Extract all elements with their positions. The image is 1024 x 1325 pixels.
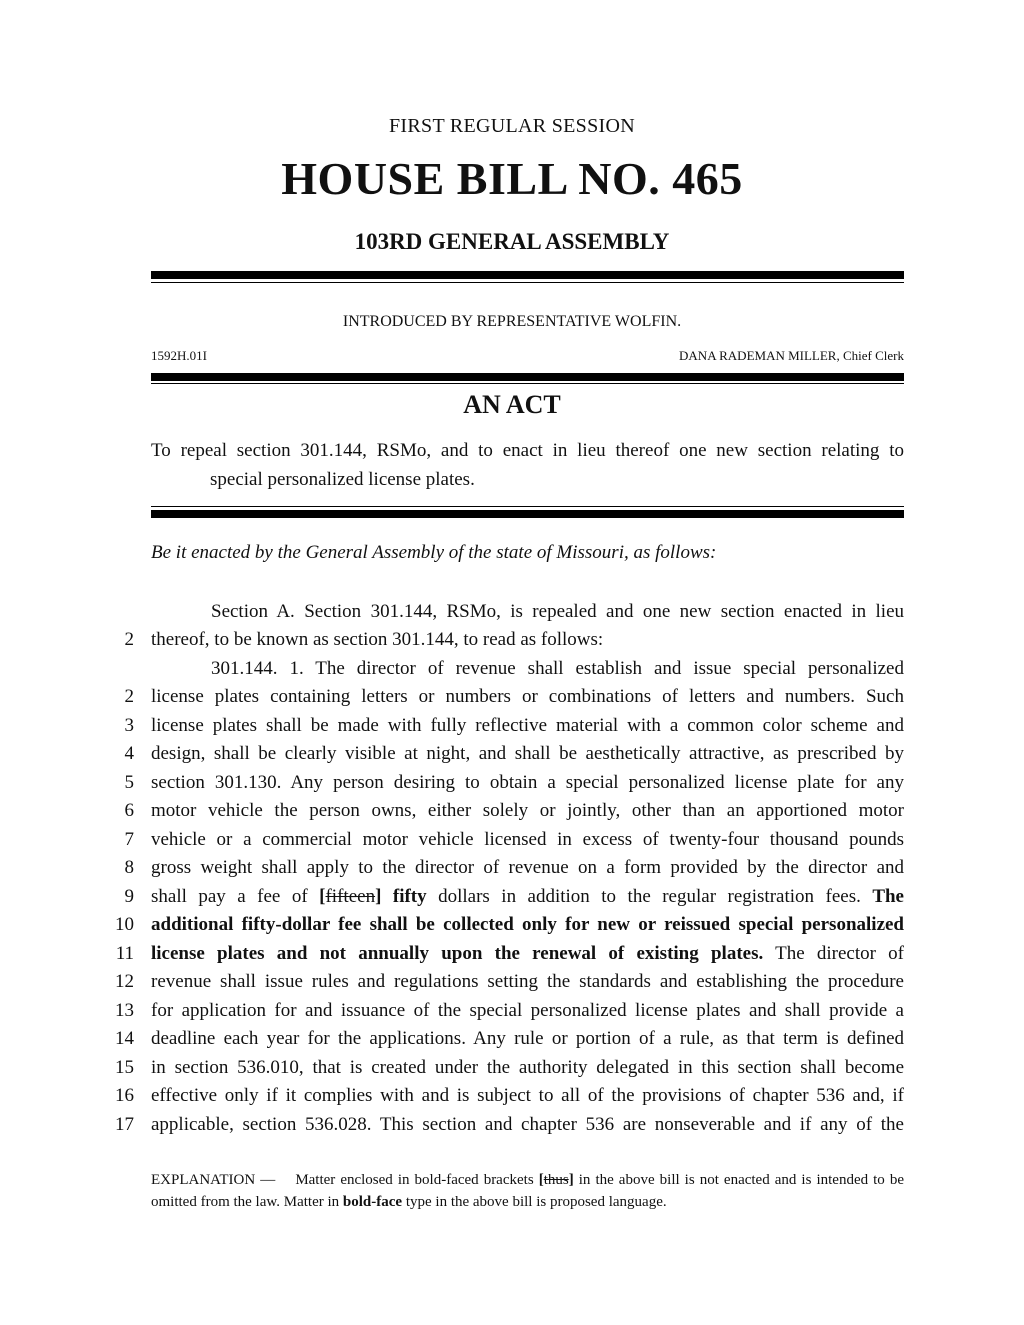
bracket-open: [ [538,1172,544,1188]
explanation-text: Matter enclosed in bold-faced brackets [295,1172,539,1188]
line-number: 8 [124,857,134,878]
line-number: 13 [115,1000,134,1021]
explanation-text: in the above bill is not enacted and is intended to be omitted from the law. Matter in [151,1172,904,1210]
bill-line: motor vehicle the person owns, either solely or jointly, other than an apportioned motor [151,800,904,821]
purpose-rule-thin [151,506,904,507]
line-number: 11 [115,943,134,964]
bill-line: in section 536.010, that is created under the authority delegated in this section shall become [151,1057,904,1078]
bill-line-fee-amendment [151,883,904,911]
bill-line: deadline each year for the applications. Any rule or portion of a rule, as that term is defined [151,1028,904,1049]
bill-line: effective only if it complies with and is subject to all of the provisions of chapter 536 and, if [151,1085,904,1106]
clerk-rule-thin [151,383,904,384]
line-number: 2 [124,686,134,707]
assembly-label: 103RD GENERAL ASSEMBLY [354,229,670,254]
explanation-text: type in the above bill is proposed language. [402,1194,667,1210]
introduced-by: INTRODUCED BY REPRESENTATIVE WOLFIN. [342,313,682,330]
bill-line: section 301.130. Any person desiring to obtain a special personalized license plate for any [151,772,904,793]
header-rule-thin [151,282,904,283]
explanation-label: EXPLANATION — [151,1172,281,1188]
bill-line: thereof, to be known as section 301.144, to read as follows: [151,629,604,650]
line-number: 7 [124,829,134,850]
bill-line: for application for and issuance of the special personalized license plates and shall provide a [151,1000,904,1021]
line-number: 9 [124,886,134,907]
line-number [100,655,134,683]
bill-line: applicable, section 536.028. This section and chapter 536 are nonseverable and if any of the [151,1114,904,1135]
deleted-text: thus [543,1172,569,1188]
bill-code: 1592H.01I [151,348,207,363]
line-number: 10 [115,914,134,935]
purpose-line-1: To repeal section 301.144, RSMo, and to enact in lieu thereof one new section relating to [151,440,904,461]
enacting-clause: Be it enacted by the General Assembly of the state of Missouri, as follows: [151,542,717,563]
header-rule-thick [151,271,904,279]
bill-line: design, shall be clearly visible at night, and shall be aesthetically attractive, as prescribed by [151,743,904,764]
chief-clerk: DANA RADEMAN MILLER, Chief Clerk [679,348,904,363]
bill-line: license plates shall be made with fully reflective material with a common color scheme and [151,715,904,736]
bracket-close: ] [375,886,382,907]
bill-line-inserted: additional fifty-dollar fee shall be collected only for new or reissued special personalized [151,914,904,935]
line-number: 5 [124,772,134,793]
purpose-line-2: special personalized license plates. [210,469,475,490]
clerk-rule-thick [151,373,904,381]
bill-line: vehicle or a commercial motor vehicle licensed in excess of twenty-four thousand pounds [151,829,904,850]
bill-line: 301.144. 1. The director of revenue shall establish and issue special personalized [211,658,904,679]
bill-line: revenue shall issue rules and regulations setting the standards and establishing the procedure [151,971,904,992]
bill-line: gross weight shall apply to the director of revenue on a form provided by the director and [151,857,904,878]
line-text: The director of [763,943,904,964]
line-text: dollars in addition to the regular registration fees. [426,886,873,907]
line-number: 3 [124,715,134,736]
line-number: 17 [115,1114,134,1135]
line-number: 4 [124,743,134,764]
line-number: 12 [115,971,134,992]
bill-title: HOUSE BILL NO. 465 [281,153,743,204]
bill-line-inserted [151,940,904,968]
line-number: 14 [115,1028,134,1049]
bill-line: license plates containing letters or numbers or combinations of letters and numbers. Such [151,686,904,707]
line-text: shall pay a fee of [151,886,320,907]
inserted-text: The [872,886,904,907]
line-number: 6 [124,800,134,821]
inserted-text: fifty [381,886,427,907]
act-heading: AN ACT [463,390,561,419]
explanation-note [151,1169,904,1213]
bracket-open: [ [319,886,326,907]
purpose-rule-thick [151,510,904,518]
inserted-text: license plates and not annually upon the renewal of existing plates. [151,943,764,964]
line-number [100,598,134,626]
act-purpose [151,436,904,494]
deleted-text: fifteen [325,886,376,907]
session-label: FIRST REGULAR SESSION [389,115,635,137]
line-number: 15 [115,1057,134,1078]
bracket-close: ] [568,1172,574,1188]
bold-face-term: bold-face [342,1194,403,1210]
bill-line: Section A. Section 301.144, RSMo, is repealed and one new section enacted in lieu [211,601,904,622]
line-number: 16 [115,1085,134,1106]
line-number: 2 [124,629,134,650]
